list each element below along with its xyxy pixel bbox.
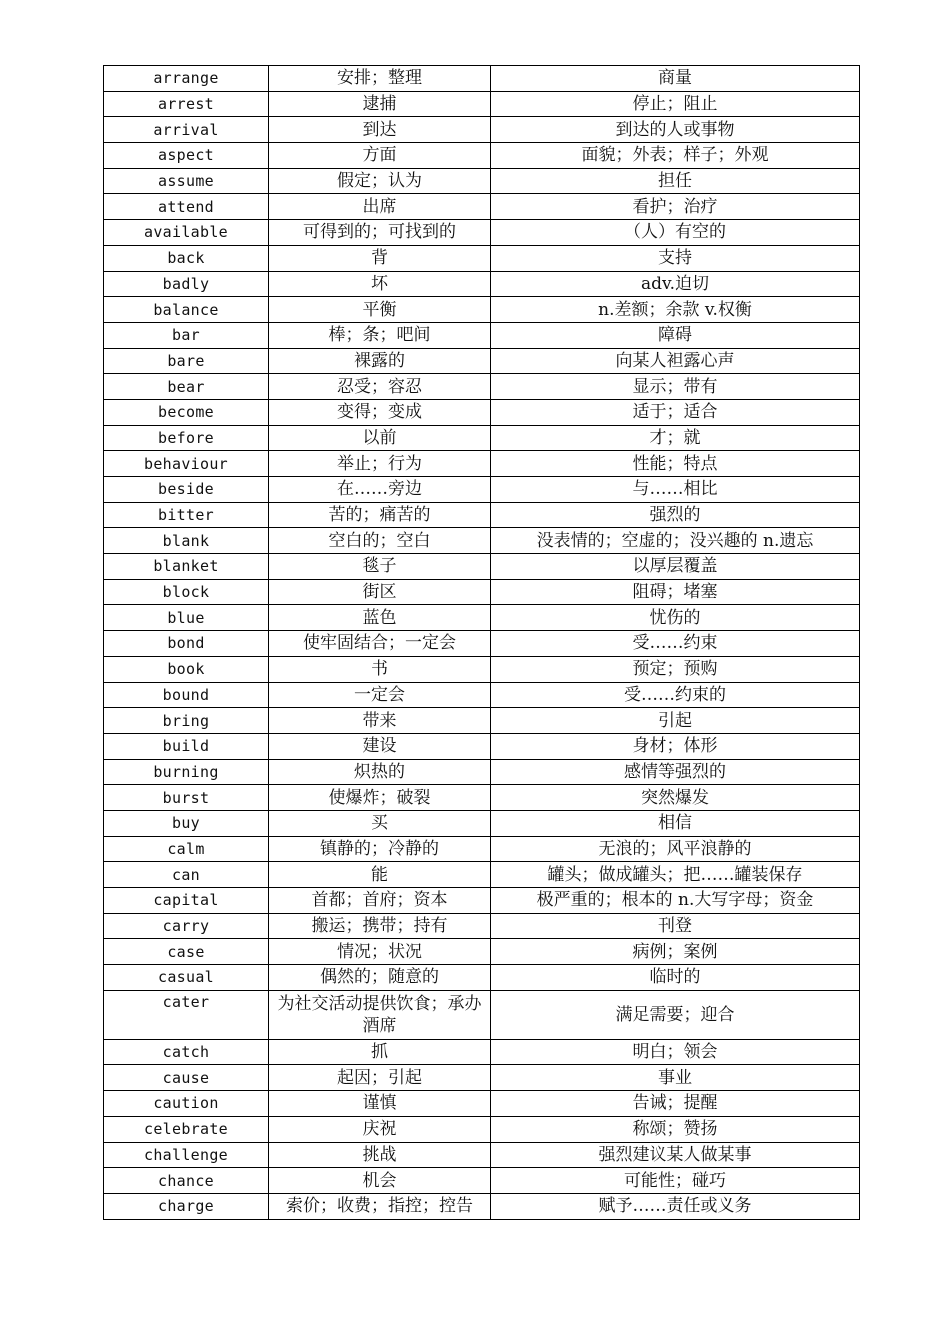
table-row (104, 194, 860, 220)
table-row (104, 1065, 860, 1091)
primary-meaning-cell: 挑战 (269, 1142, 491, 1168)
table-row (104, 425, 860, 451)
extended-meaning-cell: 突然爆发 (491, 785, 860, 811)
word-cell: block (104, 579, 269, 605)
table-row (104, 810, 860, 836)
extended-meaning-cell: 适于；适合 (491, 399, 860, 425)
table-row (104, 220, 860, 246)
word-cell: arrival (104, 117, 269, 143)
table-row (104, 708, 860, 734)
table-row (104, 836, 860, 862)
table-row (104, 579, 860, 605)
vocabulary-table (103, 65, 860, 1220)
word-cell: aspect (104, 143, 269, 169)
word-cell: calm (104, 836, 269, 862)
word-cell: bar (104, 322, 269, 348)
word-cell: cause (104, 1065, 269, 1091)
extended-meaning-cell: 引起 (491, 708, 860, 734)
word-cell: beside (104, 477, 269, 503)
word-cell: bring (104, 708, 269, 734)
extended-meaning-cell: 赋予……责任或义务 (491, 1193, 860, 1219)
primary-meaning-cell: 能 (269, 862, 491, 888)
table-row (104, 554, 860, 580)
extended-meaning-cell: 面貌；外表；样子；外观 (491, 143, 860, 169)
table-row (104, 1142, 860, 1168)
extended-meaning-cell: 罐头；做成罐头；把……罐装保存 (491, 862, 860, 888)
word-cell: burning (104, 759, 269, 785)
word-cell: buy (104, 810, 269, 836)
primary-meaning-cell: 起因；引起 (269, 1065, 491, 1091)
primary-meaning-cell: 机会 (269, 1168, 491, 1194)
word-cell: blanket (104, 554, 269, 580)
extended-meaning-cell: 受……约束的 (491, 682, 860, 708)
word-cell: catch (104, 1039, 269, 1065)
extended-meaning-cell: 预定；预购 (491, 656, 860, 682)
table-row (104, 451, 860, 477)
word-cell: casual (104, 965, 269, 991)
table-row (104, 785, 860, 811)
primary-meaning-cell: 安排；整理 (269, 66, 491, 92)
primary-meaning-cell: 街区 (269, 579, 491, 605)
table-row (104, 245, 860, 271)
table-row (104, 66, 860, 92)
table-row (104, 939, 860, 965)
table-row (104, 297, 860, 323)
extended-meaning-cell: 向某人袒露心声 (491, 348, 860, 374)
extended-meaning-cell: 告诫；提醒 (491, 1091, 860, 1117)
primary-meaning-cell: 带来 (269, 708, 491, 734)
table-row (104, 117, 860, 143)
table-row (104, 862, 860, 888)
primary-meaning-cell: 建设 (269, 733, 491, 759)
primary-meaning-cell: 以前 (269, 425, 491, 451)
word-cell: caution (104, 1091, 269, 1117)
primary-meaning-cell: 情况；状况 (269, 939, 491, 965)
word-cell: capital (104, 888, 269, 914)
primary-meaning-cell: 毯子 (269, 554, 491, 580)
word-cell: arrange (104, 66, 269, 92)
extended-meaning-cell: 支持 (491, 245, 860, 271)
extended-meaning-cell: 才；就 (491, 425, 860, 451)
primary-meaning-cell: 炽热的 (269, 759, 491, 785)
extended-meaning-cell: 强烈建议某人做某事 (491, 1142, 860, 1168)
table-row (104, 1091, 860, 1117)
primary-meaning-cell: 背 (269, 245, 491, 271)
extended-meaning-cell: 刊登 (491, 913, 860, 939)
extended-meaning-cell: 称颂；赞扬 (491, 1116, 860, 1142)
primary-meaning-cell: 抓 (269, 1039, 491, 1065)
primary-meaning-cell: 出席 (269, 194, 491, 220)
word-cell: bond (104, 631, 269, 657)
primary-meaning-cell: 举止；行为 (269, 451, 491, 477)
word-cell: arrest (104, 91, 269, 117)
primary-meaning-cell: 一定会 (269, 682, 491, 708)
primary-meaning-cell: 镇静的；冷静的 (269, 836, 491, 862)
primary-meaning-cell: 变得；变成 (269, 399, 491, 425)
extended-meaning-cell: 强烈的 (491, 502, 860, 528)
primary-meaning-cell: 忍受；容忍 (269, 374, 491, 400)
vocabulary-table-body (104, 66, 860, 1220)
primary-meaning-cell: 平衡 (269, 297, 491, 323)
primary-meaning-cell: 书 (269, 656, 491, 682)
word-cell: balance (104, 297, 269, 323)
table-row (104, 322, 860, 348)
primary-meaning-cell: 偶然的；随意的 (269, 965, 491, 991)
table-row (104, 913, 860, 939)
primary-meaning-cell: 逮捕 (269, 91, 491, 117)
table-row (104, 271, 860, 297)
word-cell: blue (104, 605, 269, 631)
extended-meaning-cell: 看护；治疗 (491, 194, 860, 220)
word-cell: carry (104, 913, 269, 939)
table-row (104, 528, 860, 554)
extended-meaning-cell: n.差额；余款 v.权衡 (491, 297, 860, 323)
extended-meaning-cell: 停止；阻止 (491, 91, 860, 117)
table-row (104, 965, 860, 991)
word-cell: celebrate (104, 1116, 269, 1142)
table-row (104, 168, 860, 194)
extended-meaning-cell: 障碍 (491, 322, 860, 348)
word-cell: cater (104, 990, 269, 1039)
extended-meaning-cell: 无浪的；风平浪静的 (491, 836, 860, 862)
table-row (104, 374, 860, 400)
word-cell: blank (104, 528, 269, 554)
word-cell: become (104, 399, 269, 425)
table-row (104, 477, 860, 503)
primary-meaning-cell: 首都；首府；资本 (269, 888, 491, 914)
extended-meaning-cell: 商量 (491, 66, 860, 92)
extended-meaning-cell: 极严重的；根本的 n.大写字母；资金 (491, 888, 860, 914)
extended-meaning-cell: 相信 (491, 810, 860, 836)
table-row (104, 1168, 860, 1194)
word-cell: badly (104, 271, 269, 297)
word-cell: assume (104, 168, 269, 194)
table-row (104, 1116, 860, 1142)
table-row (104, 656, 860, 682)
primary-meaning-cell: 坏 (269, 271, 491, 297)
extended-meaning-cell: 明白；领会 (491, 1039, 860, 1065)
word-cell: bare (104, 348, 269, 374)
table-row (104, 682, 860, 708)
primary-meaning-cell: 买 (269, 810, 491, 836)
table-row (104, 888, 860, 914)
extended-meaning-cell: 病例；案例 (491, 939, 860, 965)
primary-meaning-cell: 搬运；携带；持有 (269, 913, 491, 939)
table-row (104, 631, 860, 657)
extended-meaning-cell: 身材；体形 (491, 733, 860, 759)
extended-meaning-cell: 显示；带有 (491, 374, 860, 400)
table-row (104, 1039, 860, 1065)
table-row (104, 502, 860, 528)
extended-meaning-cell: （人）有空的 (491, 220, 860, 246)
primary-meaning-cell: 索价；收费；指控；控告 (269, 1193, 491, 1219)
primary-meaning-cell: 蓝色 (269, 605, 491, 631)
word-cell: can (104, 862, 269, 888)
word-cell: bitter (104, 502, 269, 528)
extended-meaning-cell: 性能；特点 (491, 451, 860, 477)
extended-meaning-cell: 担任 (491, 168, 860, 194)
primary-meaning-cell: 到达 (269, 117, 491, 143)
extended-meaning-cell: 忧伤的 (491, 605, 860, 631)
word-cell: case (104, 939, 269, 965)
word-cell: burst (104, 785, 269, 811)
primary-meaning-cell: 谨慎 (269, 1091, 491, 1117)
table-row (104, 1193, 860, 1219)
extended-meaning-cell: 临时的 (491, 965, 860, 991)
word-cell: available (104, 220, 269, 246)
word-cell: behaviour (104, 451, 269, 477)
word-cell: chance (104, 1168, 269, 1194)
extended-meaning-cell: 阻碍；堵塞 (491, 579, 860, 605)
extended-meaning-cell: 受……约束 (491, 631, 860, 657)
extended-meaning-cell: 以厚层覆盖 (491, 554, 860, 580)
primary-meaning-cell: 方面 (269, 143, 491, 169)
table-row (104, 990, 860, 1039)
word-cell: charge (104, 1193, 269, 1219)
primary-meaning-cell: 庆祝 (269, 1116, 491, 1142)
primary-meaning-cell: 假定；认为 (269, 168, 491, 194)
primary-meaning-cell: 可得到的；可找到的 (269, 220, 491, 246)
extended-meaning-cell: 可能性；碰巧 (491, 1168, 860, 1194)
extended-meaning-cell: 没表情的；空虚的；没兴趣的 n.遗忘 (491, 528, 860, 554)
word-cell: bear (104, 374, 269, 400)
primary-meaning-cell: 空白的；空白 (269, 528, 491, 554)
word-cell: attend (104, 194, 269, 220)
extended-meaning-cell: adv.迫切 (491, 271, 860, 297)
table-row (104, 759, 860, 785)
table-row (104, 91, 860, 117)
primary-meaning-cell: 棒；条；吧间 (269, 322, 491, 348)
word-cell: before (104, 425, 269, 451)
word-cell: build (104, 733, 269, 759)
extended-meaning-cell: 满足需要；迎合 (491, 990, 860, 1039)
primary-meaning-cell: 为社交活动提供饮食；承办酒席 (269, 990, 491, 1039)
primary-meaning-cell: 在……旁边 (269, 477, 491, 503)
extended-meaning-cell: 感情等强烈的 (491, 759, 860, 785)
extended-meaning-cell: 与……相比 (491, 477, 860, 503)
table-row (104, 143, 860, 169)
extended-meaning-cell: 事业 (491, 1065, 860, 1091)
table-row (104, 348, 860, 374)
primary-meaning-cell: 使牢固结合；一定会 (269, 631, 491, 657)
extended-meaning-cell: 到达的人或事物 (491, 117, 860, 143)
word-cell: bound (104, 682, 269, 708)
word-cell: back (104, 245, 269, 271)
primary-meaning-cell: 裸露的 (269, 348, 491, 374)
primary-meaning-cell: 苦的；痛苦的 (269, 502, 491, 528)
table-row (104, 605, 860, 631)
primary-meaning-cell: 使爆炸；破裂 (269, 785, 491, 811)
word-cell: book (104, 656, 269, 682)
table-row (104, 399, 860, 425)
table-row (104, 733, 860, 759)
word-cell: challenge (104, 1142, 269, 1168)
